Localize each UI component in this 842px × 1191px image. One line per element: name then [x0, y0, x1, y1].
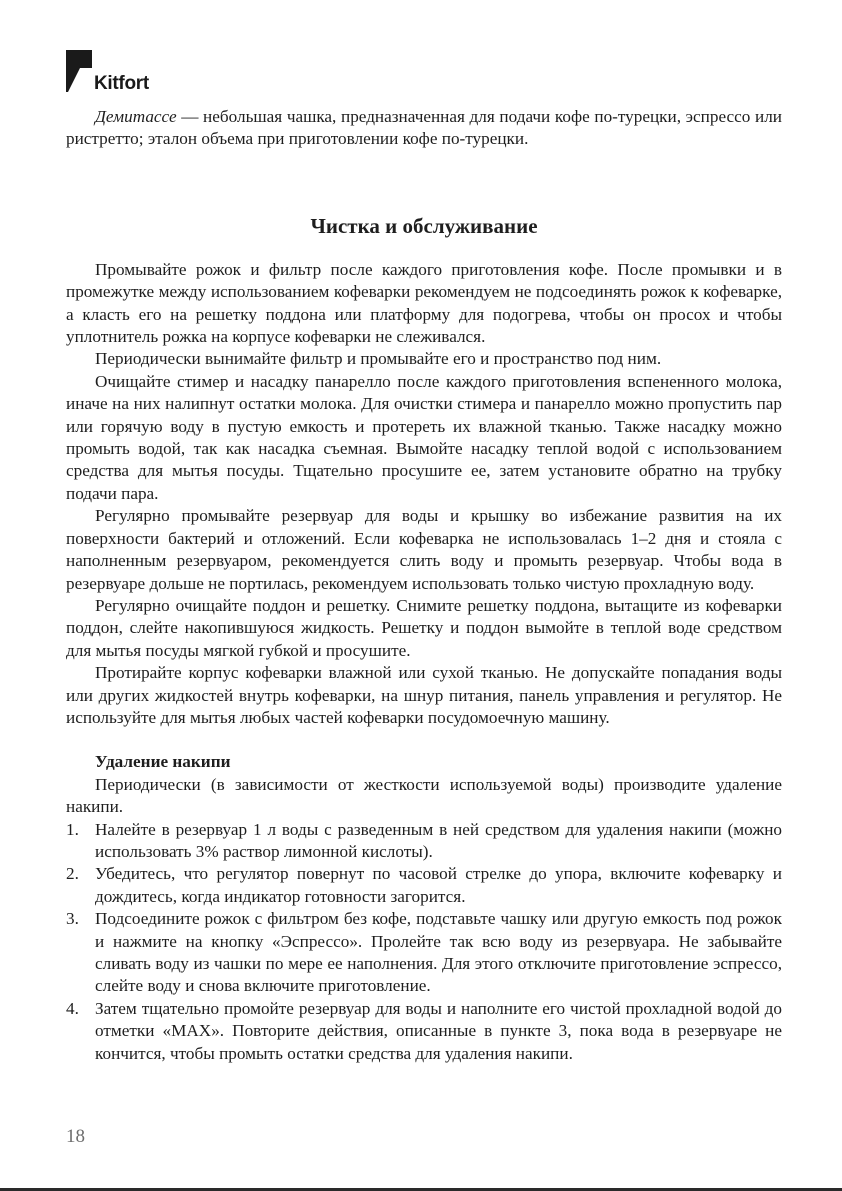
- intro-term: Демитассе: [95, 107, 177, 126]
- list-item: [66, 863, 782, 908]
- intro-text: — небольшая чашка, предназначенная для подачи кофе по-турецки, эспрессо или ристретто; эталон объема при приготовлении кофе по-турецки.: [66, 107, 782, 149]
- kitfort-logo-icon: [66, 50, 92, 92]
- step-text: Налейте в резервуар 1 л воды с разведенным в ней средством для удаления накипи (можно использовать 3% раствор лимонной кислоты).: [95, 819, 782, 861]
- step-number: 1.: [66, 819, 79, 839]
- paragraph: Регулярно промывайте резервуар для воды и крышку во избежание развития на их поверхности бактерий и отложений. Если кофеварка не использовалась 1–2 дня и стояла с наполненным резервуаром, рекомендуется слить воду и промыть резервуар. Чтобы вода в резервуаре дольше не портилась, рекомендуем использовать только чистую прохладную воду.: [66, 506, 782, 593]
- intro-paragraph: [66, 106, 782, 151]
- paragraph: Регулярно очищайте поддон и решетку. Снимите решетку поддона, вытащите из кофеварки поддон, слейте накопившуюся жидкость. Решетку и поддон вымойте в теплой воде средством для мытья посуды мягкой губкой и просушите.: [66, 595, 782, 660]
- step-text: Подсоедините рожок с фильтром без кофе, подставьте чашку или другую емкость под рожок и нажмите на кнопку «Эспрессо». Пролейте так всю воду из резервуара. Не забывайте сливать воду из чашки по мере ее наполнения. Для этого отключите приготовление эспрессо, слейте воду и снова включите приготовление.: [95, 909, 782, 996]
- paragraph: Промывайте рожок и фильтр после каждого приготовления кофе. После промывки и в промежутке между использованием кофеварки рекомендуем не подсоединять рожок к кофеварке, а класть его на решетку поддона или платформу для подогрева, чтобы он просох и чтобы уплотнитель рожка на корпусе кофеварки не слеживался.: [66, 259, 782, 347]
- brand-logo: [66, 50, 149, 92]
- step-number: 4.: [66, 998, 79, 1018]
- descaling-title: Удаление накипи: [95, 752, 231, 772]
- page-number: 18: [66, 1126, 85, 1147]
- list-item: [66, 908, 782, 998]
- step-number: 3.: [66, 909, 79, 929]
- paragraph: Протирайте корпус кофеварки влажной или сухой тканью. Не допускайте попадания воды или других жидкостей внутрь кофеварки, на шнур питания, панель управления и регулятор. Не используйте для мытья любых частей кофеварки посудомоечную машину.: [66, 663, 782, 727]
- list-item: [66, 819, 782, 864]
- paragraph: Периодически вынимайте фильтр и промывайте его и пространство под ним.: [95, 349, 662, 369]
- brand-name: Kitfort: [94, 73, 149, 94]
- list-item: [66, 998, 782, 1065]
- descaling-intro: Периодически (в зависимости от жесткости используемой воды) производите удаление накипи.: [66, 774, 782, 817]
- page-content: [66, 106, 782, 1065]
- descaling-steps: [66, 819, 782, 1065]
- step-text: Затем тщательно промойте резервуар для воды и наполните его чистой прохладной водой до отметки «MAX». Повторите действия, описанные в пункте 3, пока вода в резервуаре не кончится, чтобы промыть остатки средства для удаления накипи.: [95, 998, 782, 1063]
- step-number: 2.: [66, 864, 79, 884]
- paragraph: Очищайте стимер и насадку панарелло после каждого приготовления вспененного молока, иначе на них налипнут остатки молока. Для очистки стимера и панарелло можно пропустить пар или горячую воду в пустую емкость и протереть их влажной тканью. Также насадку можно промыть водой, так как насадка съемная. Вымойте насадку теплой водой с использованием средства для мытья посуды. Тщательно просушите ее, затем установите обратно на трубку подачи пара.: [66, 371, 782, 503]
- section-title: Чистка и обслуживание: [310, 213, 538, 238]
- step-text: Убедитесь, что регулятор повернут по часовой стрелке до упора, включите кофеварку и дождитесь, когда индикатор готовности загорится.: [95, 864, 782, 906]
